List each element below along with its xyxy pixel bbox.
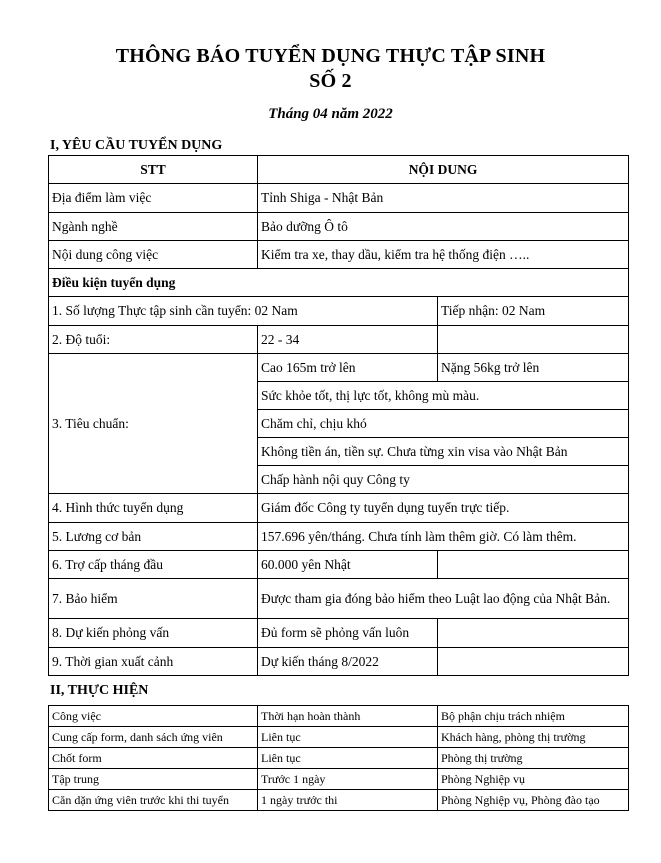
table-row	[49, 269, 629, 297]
department-cell: Phòng thị trường	[438, 748, 629, 769]
row-value: Bảo dưỡng Ô tô	[258, 213, 629, 241]
header-task: Công việc	[49, 706, 258, 727]
conditions-heading: Điều kiện tuyển dụng	[49, 269, 629, 297]
row-value: Kiểm tra xe, thay dầu, kiểm tra hệ thống điện …..	[258, 241, 629, 269]
row-value: 60.000 yên Nhật	[258, 551, 438, 579]
row-label: Nội dung công việc	[49, 241, 258, 269]
deadline-cell: 1 ngày trước thi	[258, 790, 438, 811]
document-title: THÔNG BÁO TUYỂN DỤNG THỰC TẬP SINH	[115, 45, 546, 67]
department-cell: Phòng Nghiệp vụ, Phòng đào tạo	[438, 790, 629, 811]
empty-cell	[438, 551, 629, 579]
row-label: 6. Trợ cấp tháng đầu	[49, 551, 258, 579]
table-row	[49, 523, 629, 551]
header-stt: STT	[49, 156, 258, 184]
table-row	[49, 790, 629, 811]
standard-item: Sức khỏe tốt, thị lực tốt, không mù màu.	[258, 382, 629, 410]
department-cell: Khách hàng, phòng thị trường	[438, 727, 629, 748]
task-cell: Tập trung	[49, 769, 258, 790]
age-label: 2. Độ tuổi:	[49, 326, 258, 354]
department-cell: Phòng Nghiệp vụ	[438, 769, 629, 790]
age-value: 22 - 34	[258, 326, 438, 354]
document-date: Tháng 04 năm 2022	[268, 106, 393, 122]
empty-cell	[438, 619, 629, 648]
task-cell: Cung cấp form, danh sách ứng viên	[49, 727, 258, 748]
document-number: SỐ 2	[309, 70, 352, 92]
interview-label: 8. Dự kiến phỏng vấn	[49, 619, 258, 648]
table-row	[49, 184, 629, 213]
section-2-heading: II, THỰC HIỆN	[50, 683, 149, 698]
row-label: 5. Lương cơ bản	[49, 523, 258, 551]
standard-item: Không tiền án, tiền sự. Chưa từng xin visa vào Nhật Bản	[258, 438, 629, 466]
header-content: NỘI DUNG	[258, 156, 629, 184]
table-row	[49, 213, 629, 241]
section-1-heading: I, YÊU CẦU TUYỂN DỤNG	[50, 138, 223, 153]
quantity-label: 1. Số lượng Thực tập sinh cần tuyển: 02 Nam	[49, 297, 438, 326]
table-row	[49, 648, 629, 676]
row-value: 157.696 yên/tháng. Chưa tính làm thêm giờ. Có làm thêm.	[258, 523, 629, 551]
departure-value: Dự kiến tháng 8/2022	[258, 648, 438, 676]
table-row	[49, 354, 629, 382]
task-cell: Căn dặn ứng viên trước khi thi tuyển	[49, 790, 258, 811]
header-department: Bộ phận chịu trách nhiệm	[438, 706, 629, 727]
standard-label: 3. Tiêu chuẩn:	[49, 354, 258, 494]
table-row	[49, 551, 629, 579]
table-header-row	[49, 706, 629, 727]
row-value: Giám đốc Công ty tuyển dụng tuyển trực tiếp.	[258, 494, 629, 523]
row-value: Tỉnh Shiga - Nhật Bản	[258, 184, 629, 213]
row-label: 4. Hình thức tuyển dụng	[49, 494, 258, 523]
table-header-row	[49, 156, 629, 184]
table-row	[49, 748, 629, 769]
deadline-cell: Trước 1 ngày	[258, 769, 438, 790]
row-label: Địa điểm làm việc	[49, 184, 258, 213]
table-row	[49, 494, 629, 523]
task-cell: Chốt form	[49, 748, 258, 769]
requirements-table	[48, 155, 629, 676]
quantity-accept: Tiếp nhận: 02 Nam	[438, 297, 629, 326]
weight-requirement: Nặng 56kg trở lên	[438, 354, 629, 382]
table-row	[49, 241, 629, 269]
table-row	[49, 769, 629, 790]
empty-cell	[438, 648, 629, 676]
table-row	[49, 727, 629, 748]
interview-value: Đủ form sẽ phỏng vấn luôn	[258, 619, 438, 648]
deadline-cell: Liên tục	[258, 748, 438, 769]
row-value: Được tham gia đóng bảo hiểm theo Luật lao động của Nhật Bản.	[258, 579, 629, 619]
departure-label: 9. Thời gian xuất cảnh	[49, 648, 258, 676]
empty-cell	[438, 326, 629, 354]
standard-item: Chăm chỉ, chịu khó	[258, 410, 629, 438]
row-label: Ngành nghề	[49, 213, 258, 241]
row-label: 7. Bảo hiểm	[49, 579, 258, 619]
table-row	[49, 619, 629, 648]
standard-item: Chấp hành nội quy Công ty	[258, 466, 629, 494]
table-row	[49, 326, 629, 354]
height-requirement: Cao 165m trở lên	[258, 354, 438, 382]
header-deadline: Thời hạn hoàn thành	[258, 706, 438, 727]
table-row	[49, 579, 629, 619]
deadline-cell: Liên tục	[258, 727, 438, 748]
implementation-table	[48, 705, 629, 811]
table-row	[49, 297, 629, 326]
